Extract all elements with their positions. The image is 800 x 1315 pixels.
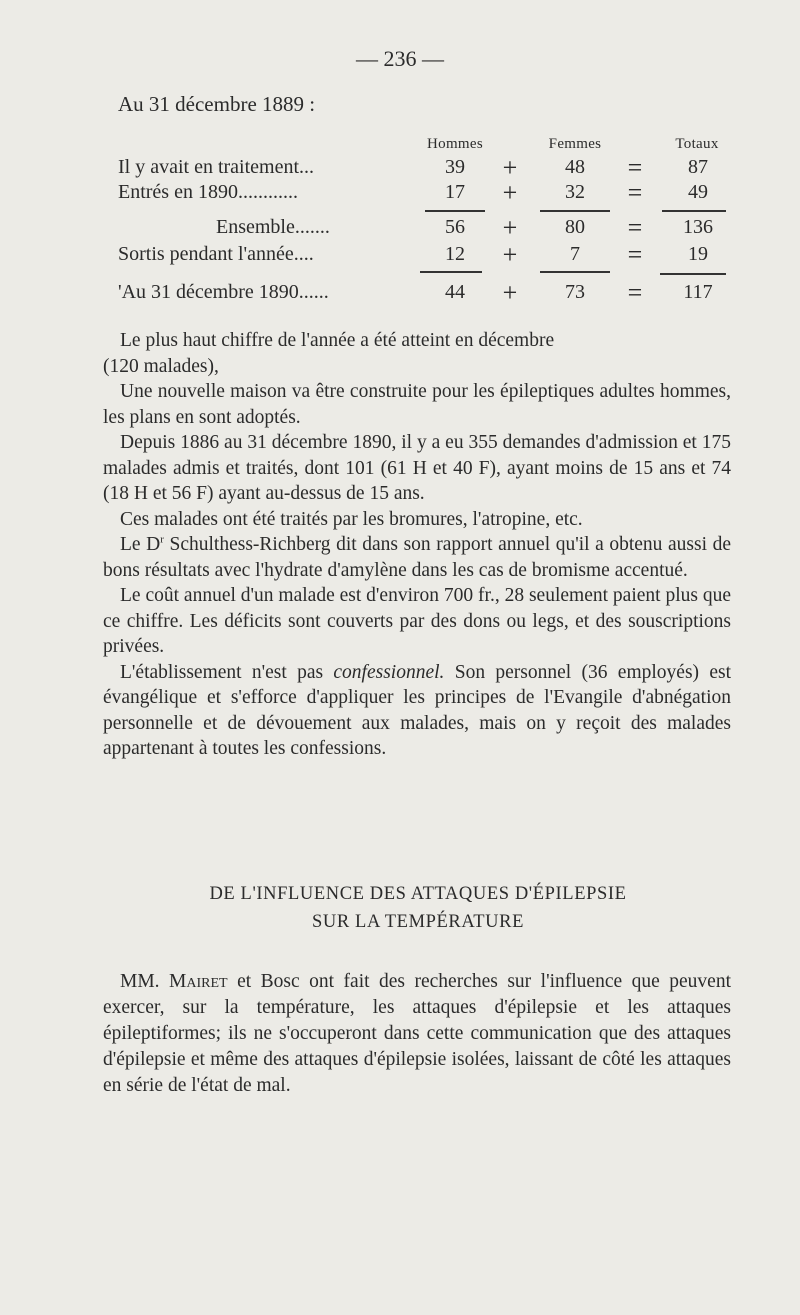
- equals-sign: =: [627, 278, 643, 307]
- paragraph-text: Depuis 1886 au 31 décembre 1890, il y a eu 355 demandes d'admission et 175 malades admis et traités, dont 101 (61 H et 40 F), ayant moins de 15 ans et 74 (18 H et 56 F) ayant au-dessus de 15 ans.: [103, 432, 731, 504]
- cell-hommes: 17: [445, 181, 465, 203]
- superscript: r: [160, 533, 164, 546]
- plus-sign: +: [502, 213, 518, 242]
- cell-femmes: 32: [565, 181, 585, 203]
- cell-totaux: 87: [688, 156, 708, 178]
- column-header-totaux: Totaux: [675, 136, 719, 152]
- body-text: [103, 328, 731, 762]
- paragraph: [103, 532, 731, 583]
- paragraph-text: L'établissement n'est pas: [120, 661, 334, 683]
- paragraph: [103, 660, 731, 762]
- paragraph-text: Son personnel (36 employés) est évangélique et s'efforce d'appliquer les principes de l'Evangile d'abnégation personnelle et de dévouement aux malades, mais on y reçoit des malades appartenant à toutes les confessions.: [103, 661, 731, 759]
- table-heading: Au 31 décembre 1889 :: [118, 92, 316, 116]
- paragraph-text: Schulthess-Richberg dit dans son rapport annuel qu'il a obtenu aussi de bons résultats avec l'hydrate d'amylène dans les cas de bromisme accentué.: [103, 534, 731, 581]
- cell-hommes: 56: [445, 216, 465, 238]
- page-number: — 236 —: [356, 46, 444, 71]
- paragraph: [103, 328, 731, 354]
- sum-rule: [660, 273, 726, 275]
- equals-sign: =: [627, 178, 643, 207]
- cell-totaux: 19: [688, 243, 708, 265]
- cell-hommes: 44: [445, 281, 465, 303]
- section-title: [0, 880, 800, 936]
- row-label: Entrés en 1890............: [118, 181, 298, 203]
- section-title-line: SUR LA TEMPÉRATURE: [312, 912, 524, 932]
- cell-femmes: 73: [565, 281, 585, 303]
- table-row: [0, 178, 800, 207]
- table-row: [0, 240, 800, 269]
- paragraph: [103, 583, 731, 660]
- paragraph: [103, 354, 731, 380]
- paragraph-text: Une nouvelle maison va être construite pour les épileptiques adultes hommes, les plans en sont adoptés.: [103, 381, 731, 428]
- table-row: [0, 278, 800, 307]
- plus-sign: +: [502, 153, 518, 182]
- table-row: [0, 213, 800, 242]
- cell-totaux: 49: [688, 181, 708, 203]
- paragraph: [103, 379, 731, 430]
- sum-rule: [540, 271, 610, 273]
- paragraph-text: et Bosc ont fait des recherches sur l'influence que peuvent exercer, sur la température, les attaques d'épilepsie et les attaques épileptiformes; ils ne s'occuperont dans cette communication que des attaques d'épilepsie et même des attaques d'épilepsie isolées, laissant de côté les attaques en série de l'état de mal.: [103, 971, 731, 1096]
- equals-sign: =: [627, 240, 643, 269]
- paragraph-text: MM.: [120, 971, 170, 992]
- paragraph-text: Le coût annuel d'un malade est d'environ 700 fr., 28 seulement paient plus que ce chiffre. Les déficits sont couverts par des dons ou legs, et des souscriptions privées.: [103, 585, 731, 657]
- cell-totaux: 136: [683, 216, 713, 238]
- equals-sign: =: [627, 213, 643, 242]
- sum-rule: [425, 210, 485, 212]
- row-label: Il y avait en traitement...: [118, 156, 315, 178]
- paragraph: [103, 507, 731, 533]
- table-row: [0, 153, 800, 182]
- column-header-hommes: Hommes: [427, 136, 483, 152]
- paragraph-text: (120 malades),: [103, 355, 219, 377]
- cell-femmes: 80: [565, 216, 585, 238]
- paragraph: [103, 430, 731, 507]
- cell-hommes: 12: [445, 243, 465, 265]
- equals-sign: =: [627, 153, 643, 182]
- row-label: Ensemble.......: [216, 216, 330, 238]
- row-label: Sortis pendant l'année....: [118, 243, 314, 265]
- cell-totaux: 117: [683, 281, 713, 303]
- paragraph: [103, 969, 731, 1099]
- statistics-table: [0, 0, 800, 320]
- cell-hommes: 39: [445, 156, 465, 178]
- column-header-femmes: Femmes: [548, 136, 602, 152]
- plus-sign: +: [502, 278, 518, 307]
- sum-rule: [662, 210, 726, 212]
- row-label: 'Au 31 décembre 1890......: [118, 281, 329, 303]
- sum-rule: [420, 271, 482, 273]
- paragraph-text: Le plus haut chiffre de l'année a été atteint en décembre: [120, 330, 555, 351]
- paragraph-text: Ces malades ont été traités par les bromures, l'atropine, etc.: [120, 508, 583, 530]
- plus-sign: +: [502, 178, 518, 207]
- cell-femmes: 48: [565, 156, 585, 178]
- author-name: Mairet: [169, 971, 228, 992]
- section-body: [103, 969, 731, 1099]
- plus-sign: +: [502, 240, 518, 269]
- section-title-line: DE L'INFLUENCE DES ATTAQUES D'ÉPILEPSIE: [209, 884, 627, 904]
- sum-rule: [540, 210, 610, 212]
- paragraph-text: Le D: [120, 534, 161, 555]
- italic-term: confessionnel.: [333, 661, 445, 683]
- cell-femmes: 7: [570, 243, 580, 265]
